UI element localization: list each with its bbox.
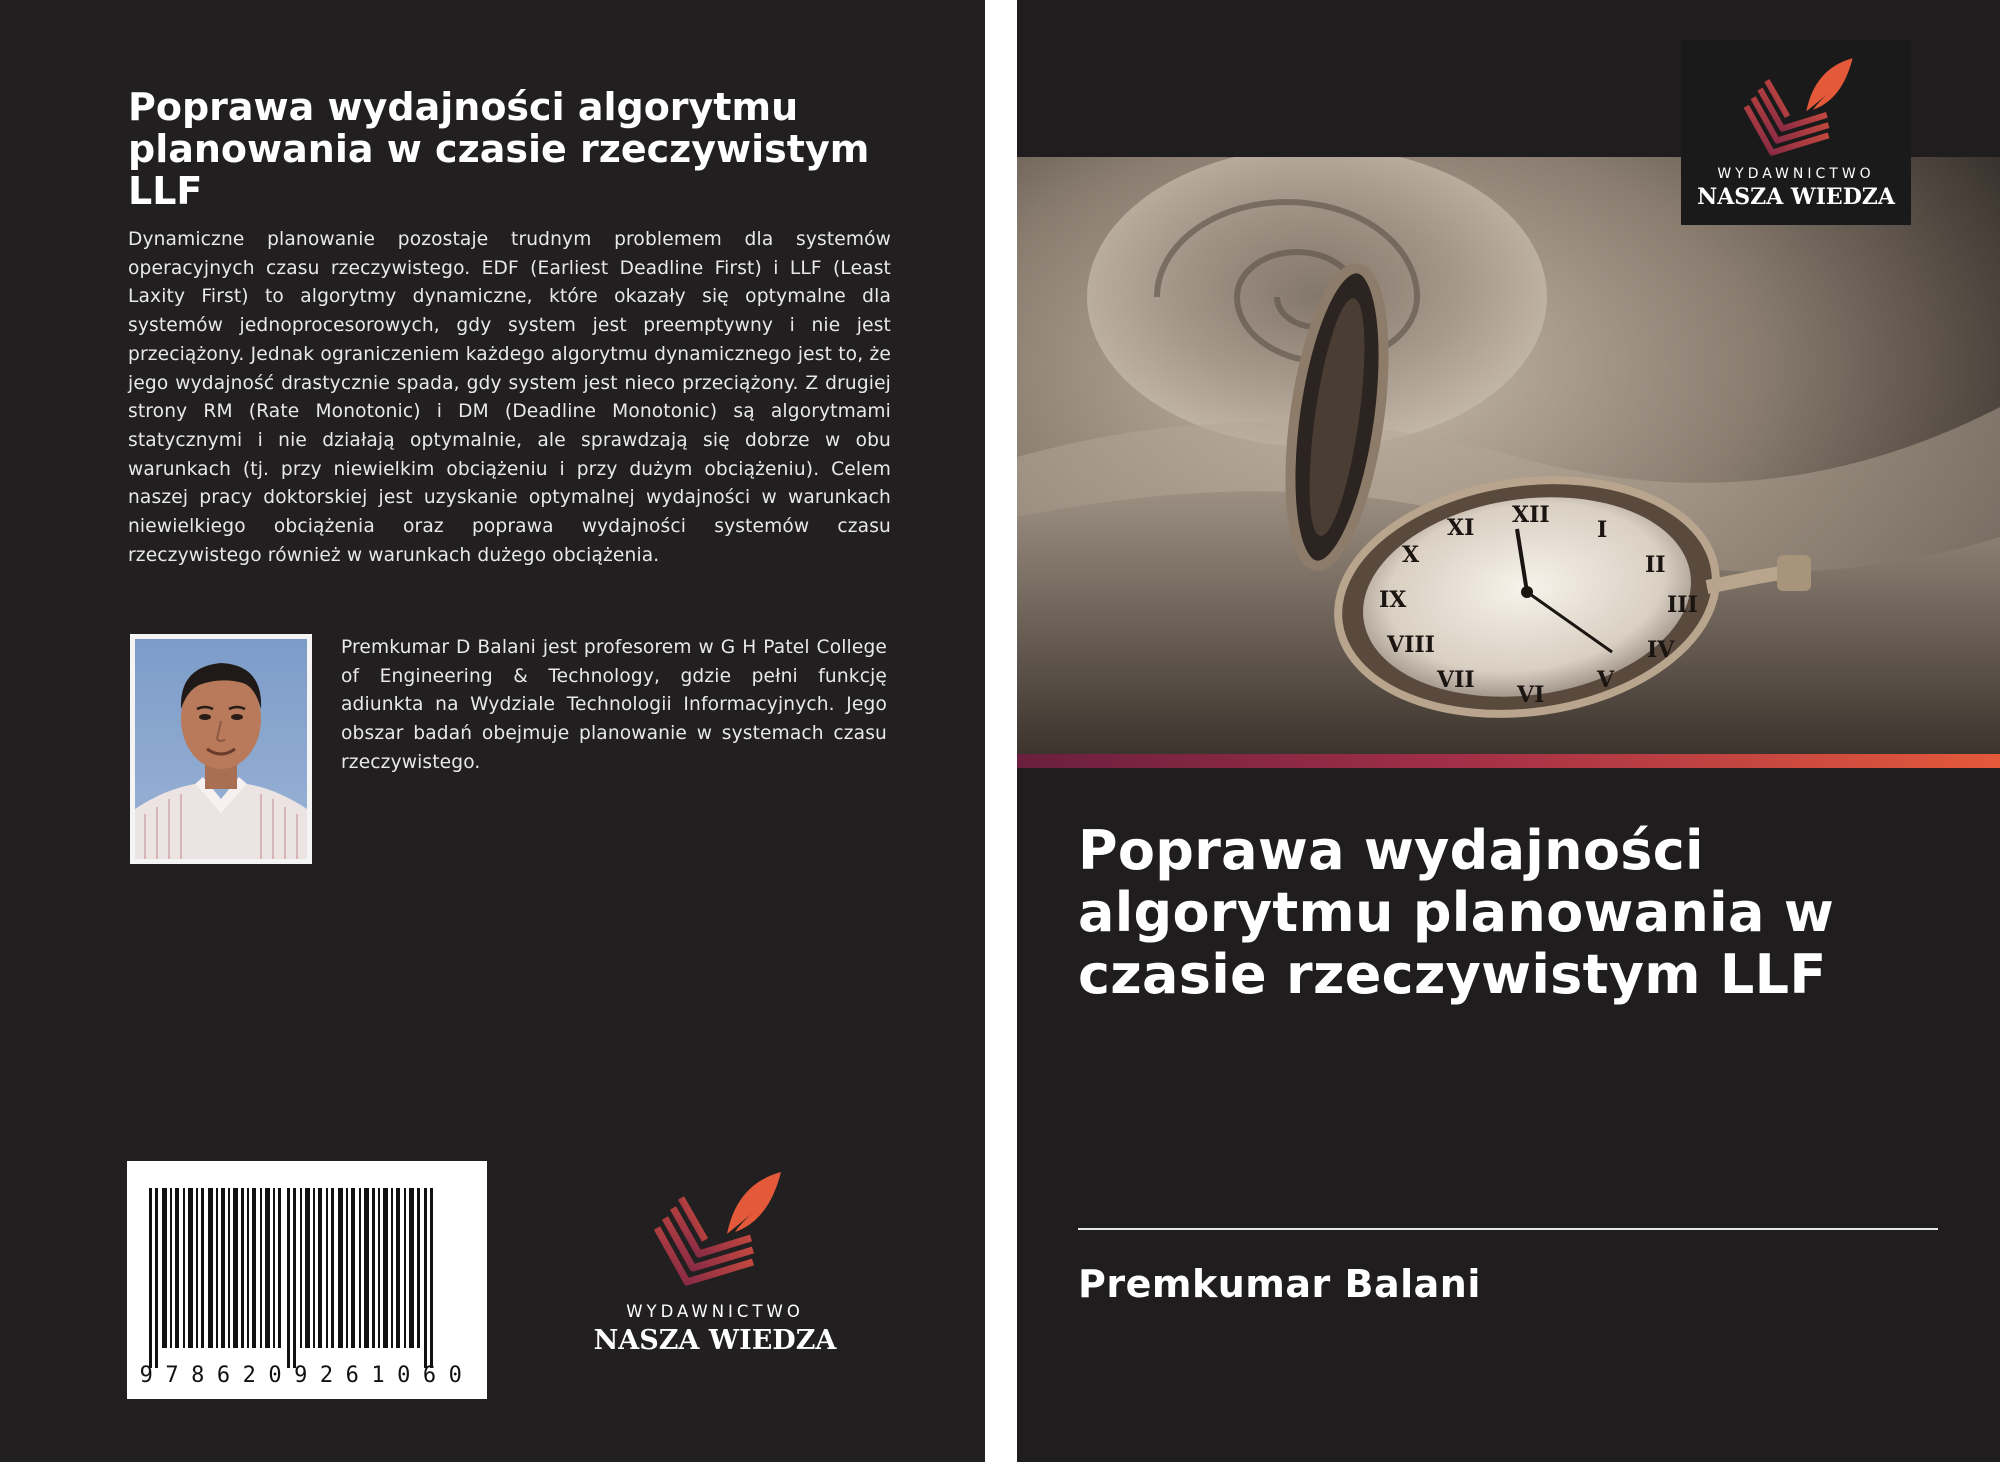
svg-text:I: I	[1597, 517, 1608, 543]
svg-text:II: II	[1645, 552, 1666, 578]
front-cover-author: Premkumar Balani	[1078, 1262, 1481, 1306]
front-cover-title: Poprawa wydajności algorytmu planowania w czasie rzeczywistym LLF	[1078, 819, 1835, 1006]
publisher-logo-front	[1681, 40, 1911, 225]
pocket-watch-icon	[1017, 157, 2000, 754]
accent-bar	[1017, 754, 2000, 768]
svg-text:XI: XI	[1447, 515, 1475, 541]
books-and-quill-icon	[1736, 54, 1856, 162]
publisher-small-word: WYDAWNICTWO	[626, 1302, 804, 1321]
svg-text:XII: XII	[1512, 502, 1550, 528]
isbn-digits: 9786209261060	[139, 1363, 475, 1388]
publisher-logo-back	[590, 1170, 840, 1360]
front-cover	[1017, 0, 2000, 1462]
svg-text:VII: VII	[1437, 667, 1475, 693]
back-cover	[0, 0, 985, 1462]
book-description: Dynamiczne planowanie pozostaje trudnym problemem dla systemów operacyjnych czasu rzeczywistego. EDF (Earliest Deadline First) i LLF (Least Laxity First) to algorytmy dynamiczne, które okazały się optymalne dla systemów jednoprocesorowych, gdy system jest preemptywny i nie jest przeciążony. Jednak ograniczeniem każdego algorytmu dynamicznego jest to, że jego wydajność drastycznie spada, gdy system jest nieco przeciążony. Z drugiej strony RM (Rate Monotonic) i DM (Deadline Monotonic) są algorytmami statycznymi i nie działają optymalnie, ale sprawdzają się dobrze w obu warunkach (tj. przy niewielkim obciążeniu i przy dużym obciążeniu). Celem naszej pracy doktorskiej jest uzyskanie optymalnej wydajności w warunkach niewielkiego obciążenia oraz poprawa wydajności systemów czasu rzeczywistego również w warunkach dużego obciążenia.	[128, 229, 891, 566]
author-photo	[130, 634, 312, 864]
publisher-name: NASZA WIEDZA	[1697, 184, 1895, 210]
svg-text:VI: VI	[1517, 682, 1545, 708]
title-divider	[1078, 1228, 1938, 1230]
books-and-quill-icon	[645, 1170, 785, 1290]
svg-text:IV: IV	[1647, 637, 1675, 663]
back-cover-title: Poprawa wydajności algorytmu planowania w czasie rzeczywistym LLF	[128, 85, 870, 213]
publisher-name: NASZA WIEDZA	[593, 1325, 837, 1356]
svg-text:VIII: VIII	[1387, 632, 1435, 658]
author-portrait-icon	[135, 639, 307, 859]
publisher-small-word: WYDAWNICTWO	[1717, 166, 1875, 182]
svg-text:X: X	[1402, 542, 1420, 568]
isbn-barcode	[127, 1161, 487, 1399]
svg-text:IX: IX	[1379, 587, 1407, 613]
cover-photo	[1017, 157, 2000, 754]
author-bio: Premkumar D Balani jest profesorem w G H Patel College of Engineering & Technology, gdzie pełni funkcję adiunkta na Wydziale Technologii Informacyjnych. Jego obszar badań obejmuje planowanie w systemach czasu rzeczywistego.	[341, 637, 887, 773]
svg-text:V: V	[1597, 667, 1615, 693]
svg-text:III: III	[1667, 592, 1698, 618]
spine-gap	[985, 0, 1017, 1462]
